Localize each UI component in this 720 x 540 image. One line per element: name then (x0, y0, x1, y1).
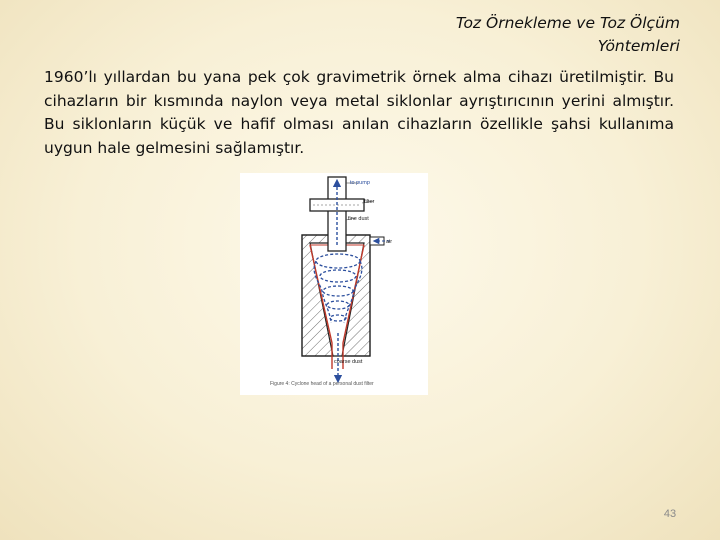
page-number: 43 (663, 508, 677, 520)
cyclone-diagram (240, 173, 428, 395)
label-filter: filter (364, 199, 375, 205)
label-air: air (386, 239, 393, 245)
cyclone-figure (240, 173, 428, 395)
slide-body-paragraph: 1960’lı yıllardan bu yana pek çok gravimetrik örnek alma cihazı üretilmiştir. Bu cihazların bir kısmında naylon veya metal siklonlar ayrıştırıcının yerini almıştır. Bu siklonların küçük ve hafif olması anılan cihazların özellikle şahsi kullanıma uygun hale gelmesini sağlamıştır. (44, 68, 674, 157)
slide-title (350, 12, 680, 58)
slide-title-line-2: Yöntemleri (597, 37, 680, 55)
label-to-pump: to pump (350, 180, 370, 186)
slide-title-line-1: Toz Örnekleme ve Toz Ölçüm (455, 14, 680, 32)
label-fine-dust: fine dust (348, 216, 369, 222)
figure-caption: Figure 4: Cyclone head of a personal dust filter (270, 381, 374, 387)
label-coarse-dust: coarse dust (334, 359, 363, 365)
